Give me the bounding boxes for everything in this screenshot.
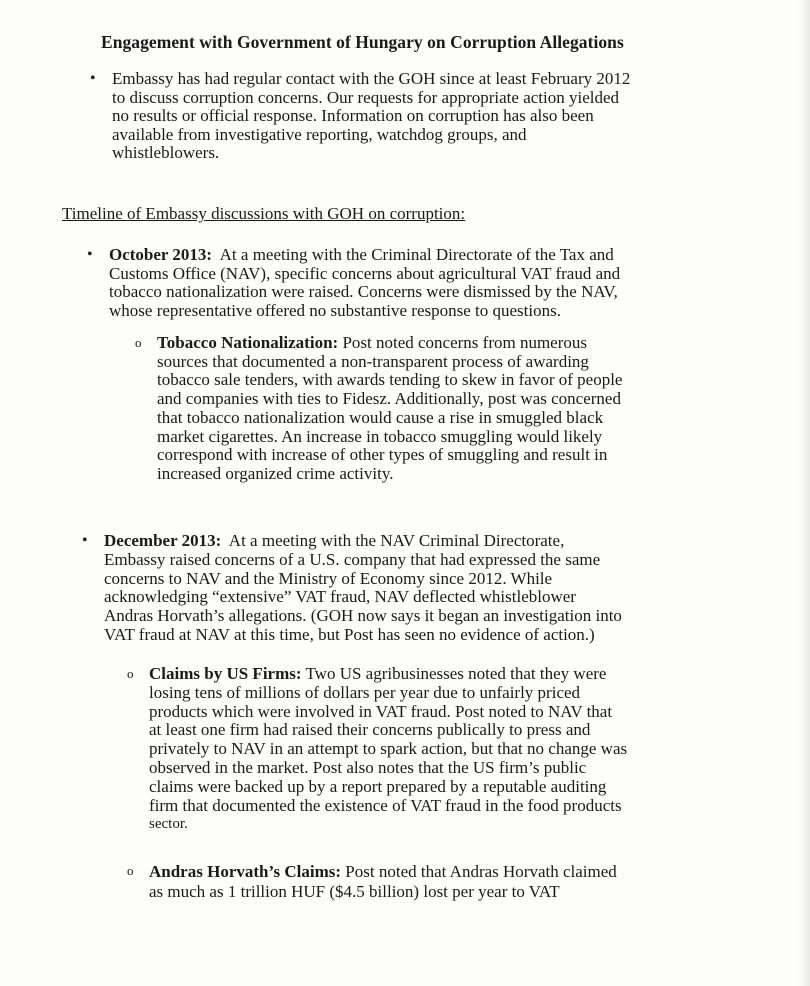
tobacco-line: and companies with ties to Fidesz. Additionally, post was concerned <box>157 389 621 409</box>
us-firms-label: Claims by US Firms: <box>149 664 302 683</box>
tobacco-line <box>157 334 622 353</box>
intro-line: whistleblowers. <box>112 143 220 162</box>
us-firms-line-text: Two US agribusinesses noted that they were <box>301 664 607 683</box>
us-firms-line: losing tens of millions of dollars per year due to unfairly priced <box>149 682 581 702</box>
document-title: Engagement with Government of Hungary on Corruption Allegations <box>101 32 624 52</box>
october-line <box>109 246 620 265</box>
timeline-heading: Timeline of Embassy discussions with GOH on corruption: <box>62 204 466 223</box>
intro-bullet: • <box>90 70 96 87</box>
october-paragraph <box>109 246 620 320</box>
december-line: Embassy raised concerns of a U.S. company that had expressed the same <box>104 549 601 569</box>
horvath-line: as much as 1 trillion HUF ($4.5 billion) lost per year to VAT <box>149 882 560 901</box>
intro-line: no results or official response. Information on corruption has also been <box>112 106 594 125</box>
us-firms-line: sector. <box>149 816 188 833</box>
tobacco-label: Tobacco Nationalization: <box>157 333 339 352</box>
tobacco-line: that tobacco nationalization would cause a rise in smuggled black <box>157 407 604 427</box>
october-line: tobacco nationalization were raised. Concerns were dismissed by the NAV, <box>109 282 618 301</box>
us-firms-paragraph <box>149 665 627 834</box>
us-firms-line: privately to NAV in an attempt to spark action, but that no change was <box>149 739 628 759</box>
december-line-text: At a meeting with the NAV Criminal Directorate, <box>221 531 565 550</box>
tobacco-line: increased organized crime activity. <box>157 463 394 483</box>
december-line: concerns to NAV and the Ministry of Economy since 2012. While <box>104 568 553 588</box>
us-firms-line: firm that documented the existence of VAT fraud in the food products <box>149 795 622 815</box>
december-line: Andras Horvath’s allegations. (GOH now says it began an investigation into <box>104 606 622 626</box>
us-firms-line: at least one firm had raised their concerns publically to press and <box>149 720 591 740</box>
us-firms-line: claims were backed up by a report prepared by a reputable auditing <box>149 776 607 796</box>
intro-paragraph <box>112 70 630 163</box>
december-line <box>104 532 622 551</box>
tobacco-line-text: Post noted concerns from numerous <box>338 333 588 352</box>
october-line: whose representative offered no substantive response to questions. <box>109 300 561 320</box>
december-line: acknowledging “extensive” VAT fraud, NAV deflected whistleblower <box>104 587 576 607</box>
tobacco-line: market cigarettes. An increase in tobacco smuggling would likely <box>157 426 603 446</box>
december-label: December 2013: <box>104 531 222 550</box>
horvath-label: Andras Horvath’s Claims: <box>149 862 342 881</box>
intro-line: to discuss corruption concerns. Our requests for appropriate action yielded <box>112 87 620 107</box>
horvath-paragraph <box>149 862 617 902</box>
intro-line: Embassy has had regular contact with the GOH since at least February 2012 <box>112 69 631 88</box>
tobacco-line: correspond with increase of other types of smuggling and result in <box>157 445 608 465</box>
us-firms-line: products which were involved in VAT fraud. Post noted to NAV that <box>149 701 613 721</box>
october-bullet: • <box>87 246 93 263</box>
intro-line: available from investigative reporting, watchdog groups, and <box>112 124 527 144</box>
page-edge-shadow <box>798 0 810 986</box>
horvath-line <box>149 862 617 882</box>
october-line-text: At a meeting with the Criminal Directorate of the Tax and <box>212 245 614 264</box>
october-line: Customs Office (NAV), specific concerns about agricultural VAT fraud and <box>109 263 621 283</box>
tobacco-line: sources that documented a non-transparent process of awarding <box>157 351 589 371</box>
tobacco-paragraph <box>157 334 622 484</box>
december-bullet: • <box>82 532 88 549</box>
october-label: October 2013: <box>109 245 213 264</box>
december-paragraph <box>104 532 622 645</box>
tobacco-subbullet: o <box>135 335 142 350</box>
us-firms-subbullet: o <box>127 666 134 681</box>
horvath-line-text: Post noted that Andras Horvath claimed <box>341 862 617 881</box>
december-line: VAT fraud at NAV at this time, but Post has seen no evidence of action.) <box>104 624 595 644</box>
horvath-subbullet: o <box>127 863 134 878</box>
us-firms-line: observed in the market. Post also notes that the US firm’s public <box>149 757 587 777</box>
us-firms-line <box>149 665 627 684</box>
tobacco-line: tobacco sale tenders, with awards tending to skew in favor of people <box>157 370 623 390</box>
